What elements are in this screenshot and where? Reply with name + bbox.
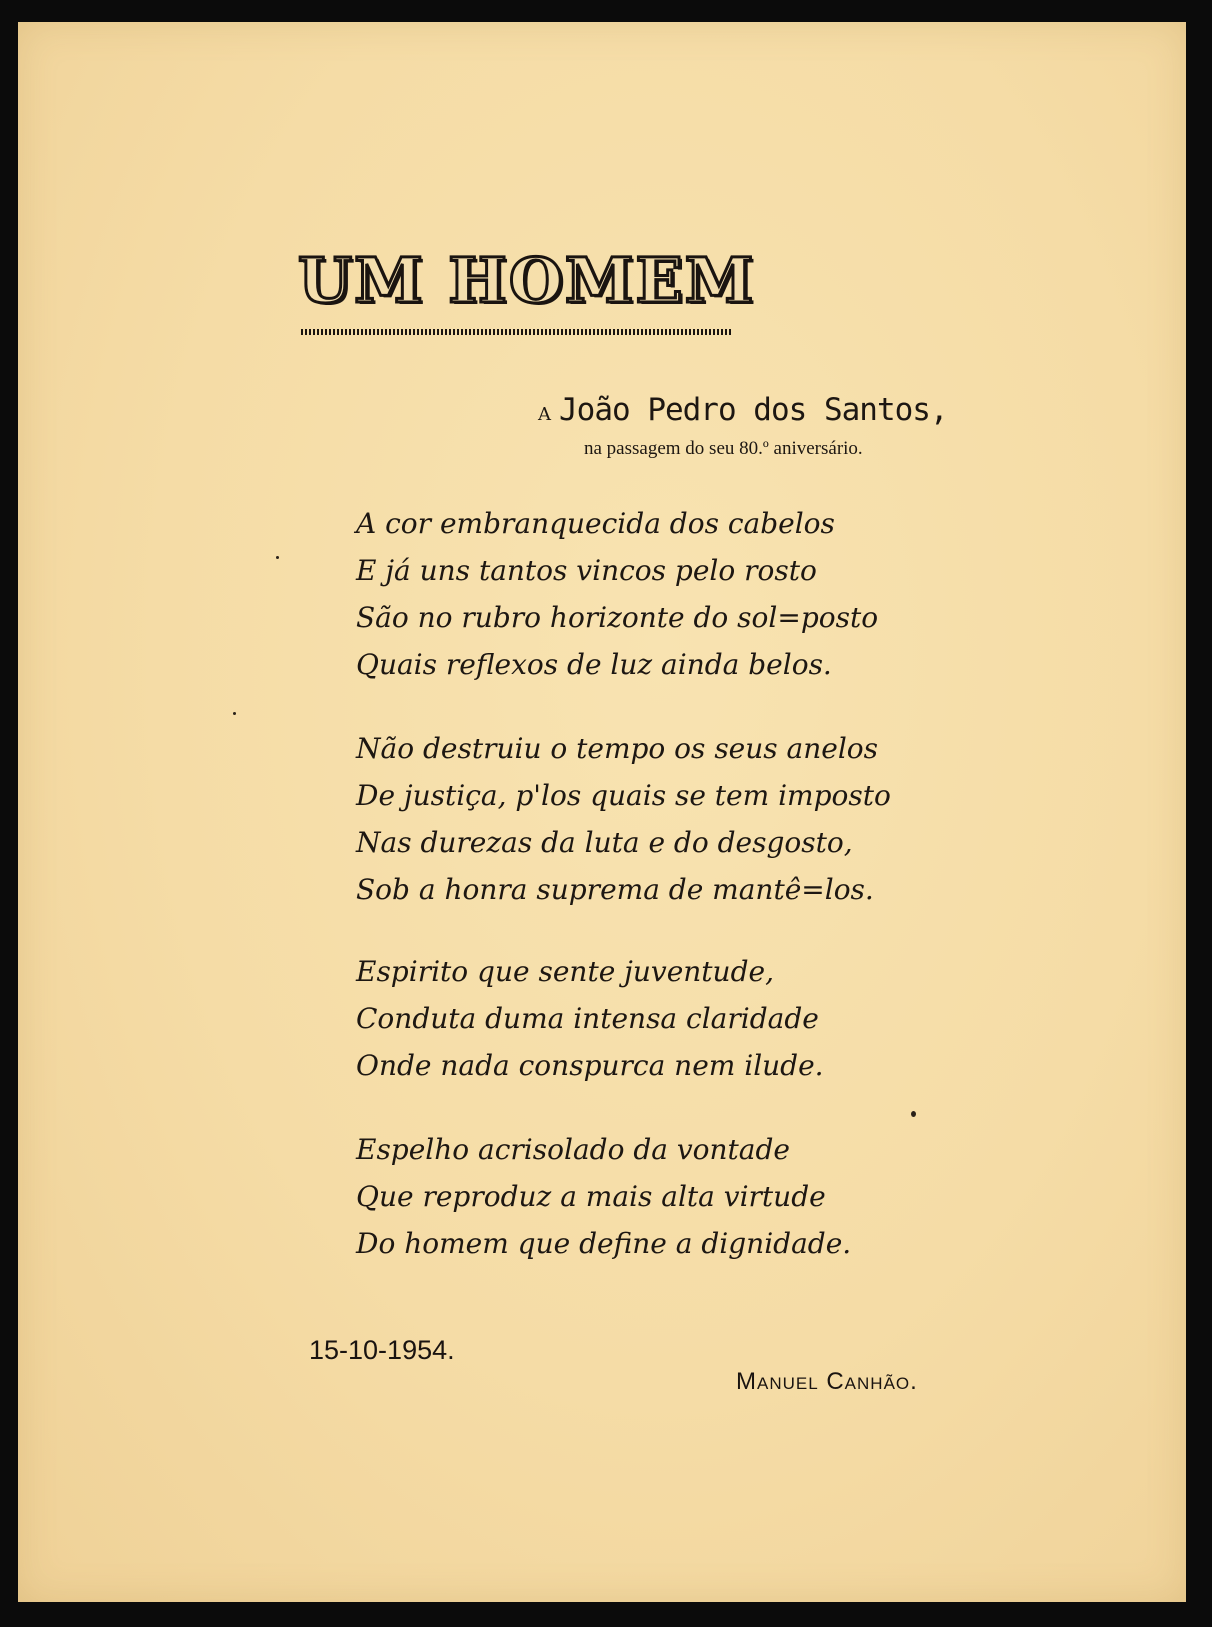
verse-line: Nas durezas da luta e do desgosto,	[356, 826, 853, 859]
document-page	[18, 22, 1186, 1602]
stanza-1	[356, 500, 878, 688]
verse-line: A cor embranquecida dos cabelos	[356, 507, 835, 540]
dedication-name: João Pedro dos Santos,	[559, 392, 948, 428]
stanza-4	[356, 1126, 851, 1267]
verse-line: De justiça, p'los quais se tem imposto	[356, 779, 891, 812]
dedication	[538, 392, 948, 428]
verse-line: Espelho acrisolado da vontade	[356, 1133, 790, 1166]
verse-line: Onde nada conspurca nem ilude.	[356, 1049, 824, 1082]
dedication-occasion: na passagem do seu 80.º aniversário.	[584, 438, 863, 459]
poem-date: 15-10-1954.	[309, 1335, 455, 1365]
verse-line: Do homem que define a dignidade.	[356, 1227, 852, 1260]
verse-line: São no rubro horizonte do sol=posto	[356, 601, 879, 634]
stanza-2	[356, 725, 891, 913]
verse-line: Sob a honra suprema de mantê=los.	[356, 873, 874, 906]
verse-line: Não destruiu o tempo os seus anelos	[356, 732, 879, 765]
verse-line: Que reproduz a mais alta virtude	[356, 1180, 826, 1213]
paper-speck	[911, 1111, 916, 1117]
paper-speck	[233, 712, 236, 715]
paper-speck	[276, 556, 279, 559]
stanza-3	[356, 948, 824, 1089]
author-signature: Manuel Canhão.	[736, 1368, 918, 1395]
dedication-prefix: A	[538, 404, 551, 425]
verse-line: E já uns tantos vincos pelo rosto	[356, 554, 817, 587]
verse-line: Conduta duma intensa claridade	[356, 1002, 819, 1035]
poem-title: UM HOMEM	[298, 244, 756, 317]
verse-line: Quais reflexos de luz ainda belos.	[356, 648, 832, 681]
title-underline-rule	[301, 329, 733, 335]
verse-line: Espirito que sente juventude,	[356, 955, 774, 988]
